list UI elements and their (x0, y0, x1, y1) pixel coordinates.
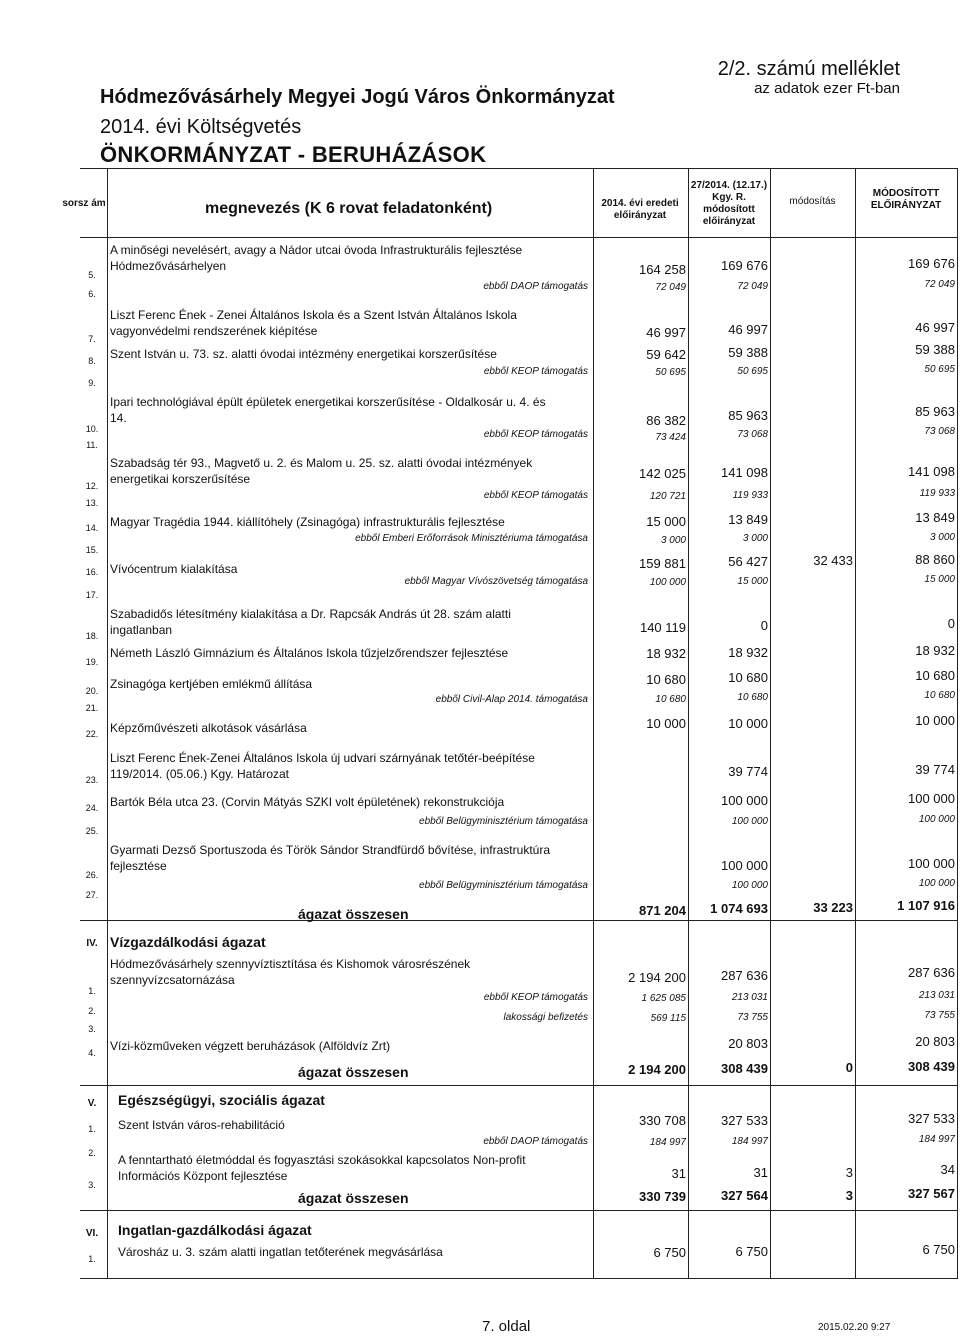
value-modified: 20 803 (728, 1036, 768, 1051)
row-number: 1. (88, 986, 96, 996)
sub-value-final: 10 680 (924, 690, 955, 701)
value-final: 10 000 (915, 713, 955, 728)
row-number: 21. (85, 703, 99, 713)
item-description: Információs Központ fejlesztése (118, 1169, 288, 1183)
item-description: energetikai korszerűsítése (110, 472, 251, 486)
sub-value-modified: 100 000 (731, 816, 768, 827)
row-number: 18. (85, 631, 99, 641)
sub-support-label: ebből KEOP támogatás (483, 490, 588, 501)
item-description: Szent István u. 73. sz. alatti óvodai intézmény energetikai korszerűsítése (110, 347, 497, 361)
section-border (80, 920, 958, 921)
row-number: 22. (85, 729, 99, 739)
value-original: 10 000 (646, 716, 686, 731)
sub-value-original: 1 625 085 (641, 993, 686, 1004)
sub-support-label: ebből Belügyminisztérium támogatása (419, 880, 588, 891)
row-number: 27. (85, 890, 99, 900)
value-final: 169 676 (908, 256, 955, 271)
section-border (80, 1210, 958, 1211)
value-modified: 0 (760, 618, 768, 633)
value-modified: 10 680 (728, 670, 768, 685)
col-header-modification: módosítás (789, 196, 836, 207)
header-bottom-border (80, 237, 958, 238)
item-description: A minőségi nevelésért, avagy a Nádor utcai óvoda Infrastrukturális fejlesztése (110, 243, 523, 257)
value-original: 31 (671, 1166, 686, 1181)
value-original: 86 382 (646, 413, 686, 428)
value-final: 18 932 (915, 643, 955, 658)
sub-value-final: 100 000 (918, 814, 955, 825)
sub-value-modified: 100 000 (731, 880, 768, 891)
sub-support-label: ebből KEOP támogatás (483, 366, 588, 377)
col-header-megnevezes: megnevezés (K 6 rovat feladatonként) (205, 200, 493, 217)
item-description: Bartók Béla utca 23. (Corvin Mátyás SZKI volt épületének) rekonstrukciója (110, 795, 505, 809)
value-final: 20 803 (915, 1034, 955, 1049)
sub-value-final: 100 000 (918, 878, 955, 889)
value-modified: 59 388 (728, 345, 768, 360)
sub-value-original: 569 115 (650, 1013, 686, 1024)
value-original: 142 025 (639, 466, 686, 481)
sub-support-label: ebből DAOP támogatás (483, 1136, 588, 1147)
item-description: Szabadság tér 93., Magvető u. 2. és Malom u. 25. sz. alatti óvodai intézmények (110, 456, 533, 470)
sub-support-label: lakossági befizetés (503, 1012, 588, 1023)
item-description: Liszt Ferenc Ének - Zenei Általános Iskola és a Szent István Általános Iskola (110, 308, 517, 322)
value-final: 100 000 (908, 791, 955, 806)
row-number: 19. (85, 657, 99, 667)
sub-support-label: ebből Emberi Erőforrások Minisztériuma támogatása (355, 533, 588, 544)
sub-value-modified: 72 049 (737, 281, 768, 292)
item-description: Liszt Ferenc Ének-Zenei Általános Iskola új udvari szárnyának tetőtér-beépítése (110, 751, 535, 765)
sub-value-original: 184 997 (649, 1137, 686, 1148)
total-modification: 3 (845, 1188, 853, 1203)
item-description: Vívócentrum kialakítása (110, 562, 238, 576)
sub-value-original: 73 424 (655, 432, 686, 443)
page-number: 7. oldal (482, 1318, 531, 1335)
item-description: Hódmezővásárhelyen (110, 259, 227, 273)
value-modified: 56 427 (728, 554, 768, 569)
row-number: 4. (88, 1048, 96, 1058)
row-number: 15. (85, 545, 99, 555)
sub-value-final: 15 000 (924, 574, 955, 585)
item-description: vagyonvédelmi rendszerének kiépítése (110, 324, 318, 338)
sub-value-original: 120 721 (649, 491, 686, 502)
year-title: 2014. évi Költségvetés (100, 116, 302, 138)
sub-value-final: 184 997 (918, 1134, 955, 1145)
item-description: 14. (110, 411, 127, 425)
row-number: 1. (88, 1124, 96, 1134)
sub-value-original: 72 049 (655, 282, 686, 293)
row-number: 16. (85, 567, 99, 577)
value-modified: 85 963 (728, 408, 768, 423)
sub-value-original: 3 000 (660, 535, 686, 546)
value-modified: 39 774 (728, 764, 768, 779)
item-description: 119/2014. (05.06.) Kgy. Határozat (110, 767, 289, 781)
value-modified: 46 997 (728, 322, 768, 337)
sub-value-modified: 184 997 (731, 1136, 768, 1147)
total-final: 308 439 (908, 1059, 955, 1074)
item-description: A fenntartható életmóddal és fogyasztási szokásokkal kapcsolatos Non-profit (118, 1153, 526, 1167)
value-modification: 3 (845, 1165, 853, 1180)
annex-label: 2/2. számú melléklet (717, 58, 900, 80)
row-number: 14. (85, 523, 99, 533)
value-modified: 100 000 (721, 858, 768, 873)
value-original: 140 119 (639, 620, 686, 635)
row-number: 7. (88, 334, 96, 344)
value-original: 46 997 (646, 325, 686, 340)
total-modification: 0 (845, 1060, 853, 1075)
item-description: Vízi-közműveken végzett beruházások (Alföldvíz Zrt) (110, 1039, 391, 1053)
col-divider (688, 168, 689, 1278)
value-final: 34 (940, 1162, 955, 1177)
sector-total-label: ágazat összesen (298, 906, 409, 922)
row-number: 2. (88, 1148, 96, 1158)
row-number: 9. (88, 378, 96, 388)
sub-value-original: 10 680 (655, 694, 686, 705)
total-final: 1 107 916 (897, 898, 955, 913)
value-modified: 327 533 (721, 1113, 768, 1128)
value-modification: 32 433 (813, 553, 853, 568)
section-number: VI. (85, 1228, 99, 1239)
value-modified: 6 750 (735, 1244, 768, 1259)
col-divider (593, 168, 594, 1278)
col-header-sorszam: sorsz ám (62, 198, 106, 209)
row-number: 3. (88, 1180, 96, 1190)
total-modified: 308 439 (721, 1061, 768, 1076)
row-number: 1. (88, 1254, 96, 1264)
row-number: 6. (88, 289, 96, 299)
item-description: szennyvízcsatornázása (110, 973, 235, 987)
item-description: Ipari technológiával épült épületek energetikai korszerűsítése - Oldalkosár u. 4. és (110, 395, 546, 409)
table-bottom-border (80, 1278, 958, 1279)
item-description: Városház u. 3. szám alatti ingatlan tetőterének megvásárlása (118, 1245, 443, 1259)
value-original: 18 932 (646, 646, 686, 661)
total-original: 871 204 (639, 903, 686, 918)
sub-support-label: ebből Civil-Alap 2014. támogatása (435, 694, 588, 705)
col-divider (770, 168, 771, 1278)
total-modified: 327 564 (721, 1188, 768, 1203)
sub-value-final: 50 695 (924, 364, 955, 375)
col-header-modified-decree: 27/2014. (12.17.) Kgy. R. módosított előirányzat (690, 180, 768, 227)
col-divider (855, 168, 856, 1278)
col-header-original: 2014. évi eredeti előirányzat (601, 198, 679, 221)
row-number: 20. (85, 686, 99, 696)
total-original: 2 194 200 (628, 1062, 686, 1077)
row-number: 26. (85, 870, 99, 880)
row-number: 3. (88, 1024, 96, 1034)
item-description: ingatlanban (110, 623, 173, 637)
item-description: Szabadidős létesítmény kialakítása a Dr. Rapcsák András út 28. szám alatti (110, 607, 511, 621)
section-border (80, 1085, 958, 1086)
row-number: 8. (88, 356, 96, 366)
value-final: 141 098 (908, 464, 955, 479)
value-original: 59 642 (646, 347, 686, 362)
item-description: Németh László Gimnázium és Általános Iskola tűzjelzőrendszer fejlesztése (110, 646, 509, 660)
section-number: V. (87, 1098, 97, 1109)
value-original: 15 000 (646, 514, 686, 529)
value-final: 85 963 (915, 404, 955, 419)
value-final: 13 849 (915, 510, 955, 525)
sub-support-label: ebből KEOP támogatás (483, 429, 588, 440)
sub-value-final: 213 031 (918, 990, 955, 1001)
sub-value-modified: 73 755 (737, 1012, 768, 1023)
sub-value-modified: 73 068 (737, 429, 768, 440)
item-description: Zsinagóga kertjében emlékmű állítása (110, 677, 313, 691)
unit-label: az adatok ezer Ft-ban (754, 80, 900, 97)
row-number: 25. (85, 826, 99, 836)
row-number: 2. (88, 1006, 96, 1016)
sub-value-original: 100 000 (649, 577, 686, 588)
row-number: 12. (85, 481, 99, 491)
main-title: ÖNKORMÁNYZAT - BERUHÁZÁSOK (100, 142, 487, 167)
sub-value-final: 72 049 (924, 279, 955, 290)
sub-support-label: ebből Belügyminisztérium támogatása (419, 816, 588, 827)
section-title: Egészségügyi, szociális ágazat (118, 1092, 325, 1108)
row-number: 10. (85, 424, 99, 434)
sub-value-modified: 10 680 (737, 692, 768, 703)
sub-support-label: ebből Magyar Vívószövetség támogatása (404, 576, 588, 587)
col-divider (957, 168, 958, 1278)
total-original: 330 739 (639, 1189, 686, 1204)
value-final: 287 636 (908, 965, 955, 980)
sub-value-modified: 213 031 (731, 992, 768, 1003)
section-title: Ingatlan-gazdálkodási ágazat (118, 1222, 312, 1238)
row-number: 24. (85, 803, 99, 813)
sub-value-modified: 119 933 (732, 490, 768, 501)
value-final: 46 997 (915, 320, 955, 335)
sub-value-final: 73 755 (924, 1010, 955, 1021)
sub-support-label: ebből KEOP támogatás (483, 992, 588, 1003)
sector-total-label: ágazat összesen (298, 1190, 409, 1206)
item-description: fejlesztése (110, 859, 167, 873)
print-timestamp: 2015.02.20 9:27 (818, 1322, 891, 1333)
sub-value-final: 119 933 (919, 488, 955, 499)
value-final: 327 533 (908, 1111, 955, 1126)
total-modification: 33 223 (813, 900, 853, 915)
value-modified: 169 676 (721, 258, 768, 273)
value-original: 164 258 (639, 262, 686, 277)
value-modified: 31 (753, 1165, 768, 1180)
value-final: 0 (947, 616, 955, 631)
value-modified: 141 098 (721, 465, 768, 480)
row-number: 5. (88, 270, 96, 280)
value-modified: 100 000 (721, 793, 768, 808)
row-number: 17. (85, 590, 99, 600)
table-top-border (80, 168, 958, 169)
value-final: 39 774 (915, 762, 955, 777)
sub-value-final: 73 068 (924, 426, 955, 437)
sub-value-final: 3 000 (929, 532, 955, 543)
value-final: 6 750 (922, 1242, 955, 1257)
sector-total-label: ágazat összesen (298, 1064, 409, 1080)
value-modified: 10 000 (728, 716, 768, 731)
item-description: Képzőművészeti alkotások vásárlása (110, 721, 307, 735)
item-description: Gyarmati Dezső Sportuszoda és Török Sándor Strandfürdő bővítése, infrastruktúra (110, 843, 550, 857)
sub-value-modified: 3 000 (742, 533, 768, 544)
total-modified: 1 074 693 (710, 901, 768, 916)
org-title: Hódmezővásárhely Megyei Jogú Város Önkormányzat (100, 86, 615, 108)
value-final: 59 388 (915, 342, 955, 357)
value-final: 10 680 (915, 668, 955, 683)
row-number: 13. (85, 498, 99, 508)
value-modified: 18 932 (728, 645, 768, 660)
item-description: Hódmezővásárhely szennyvíztisztítása és Kishomok városrészének (110, 957, 471, 971)
item-description: Szent István város-rehabilitáció (118, 1118, 285, 1132)
row-number: 11. (86, 440, 98, 450)
value-original: 330 708 (639, 1113, 686, 1128)
col-divider (107, 168, 108, 1278)
value-original: 6 750 (653, 1245, 686, 1260)
section-title: Vízgazdálkodási ágazat (110, 934, 266, 950)
total-final: 327 567 (908, 1186, 955, 1201)
value-original: 159 881 (639, 556, 686, 571)
value-modified: 13 849 (728, 512, 768, 527)
value-final: 100 000 (908, 856, 955, 871)
sub-value-original: 50 695 (655, 367, 686, 378)
value-original: 10 680 (646, 672, 686, 687)
sub-value-modified: 15 000 (737, 576, 768, 587)
value-final: 88 860 (915, 552, 955, 567)
sub-value-modified: 50 695 (737, 366, 768, 377)
value-original: 2 194 200 (628, 970, 686, 985)
value-modified: 287 636 (721, 968, 768, 983)
col-header-final: MÓDOSÍTOTT ELŐIRÁNYZAT (870, 188, 942, 211)
item-description: Magyar Tragédia 1944. kiállítóhely (Zsinagóga) infrastrukturális fejlesztése (110, 515, 505, 529)
section-number: IV. (86, 938, 98, 949)
sub-support-label: ebből DAOP támogatás (483, 281, 588, 292)
row-number: 23. (85, 775, 99, 785)
